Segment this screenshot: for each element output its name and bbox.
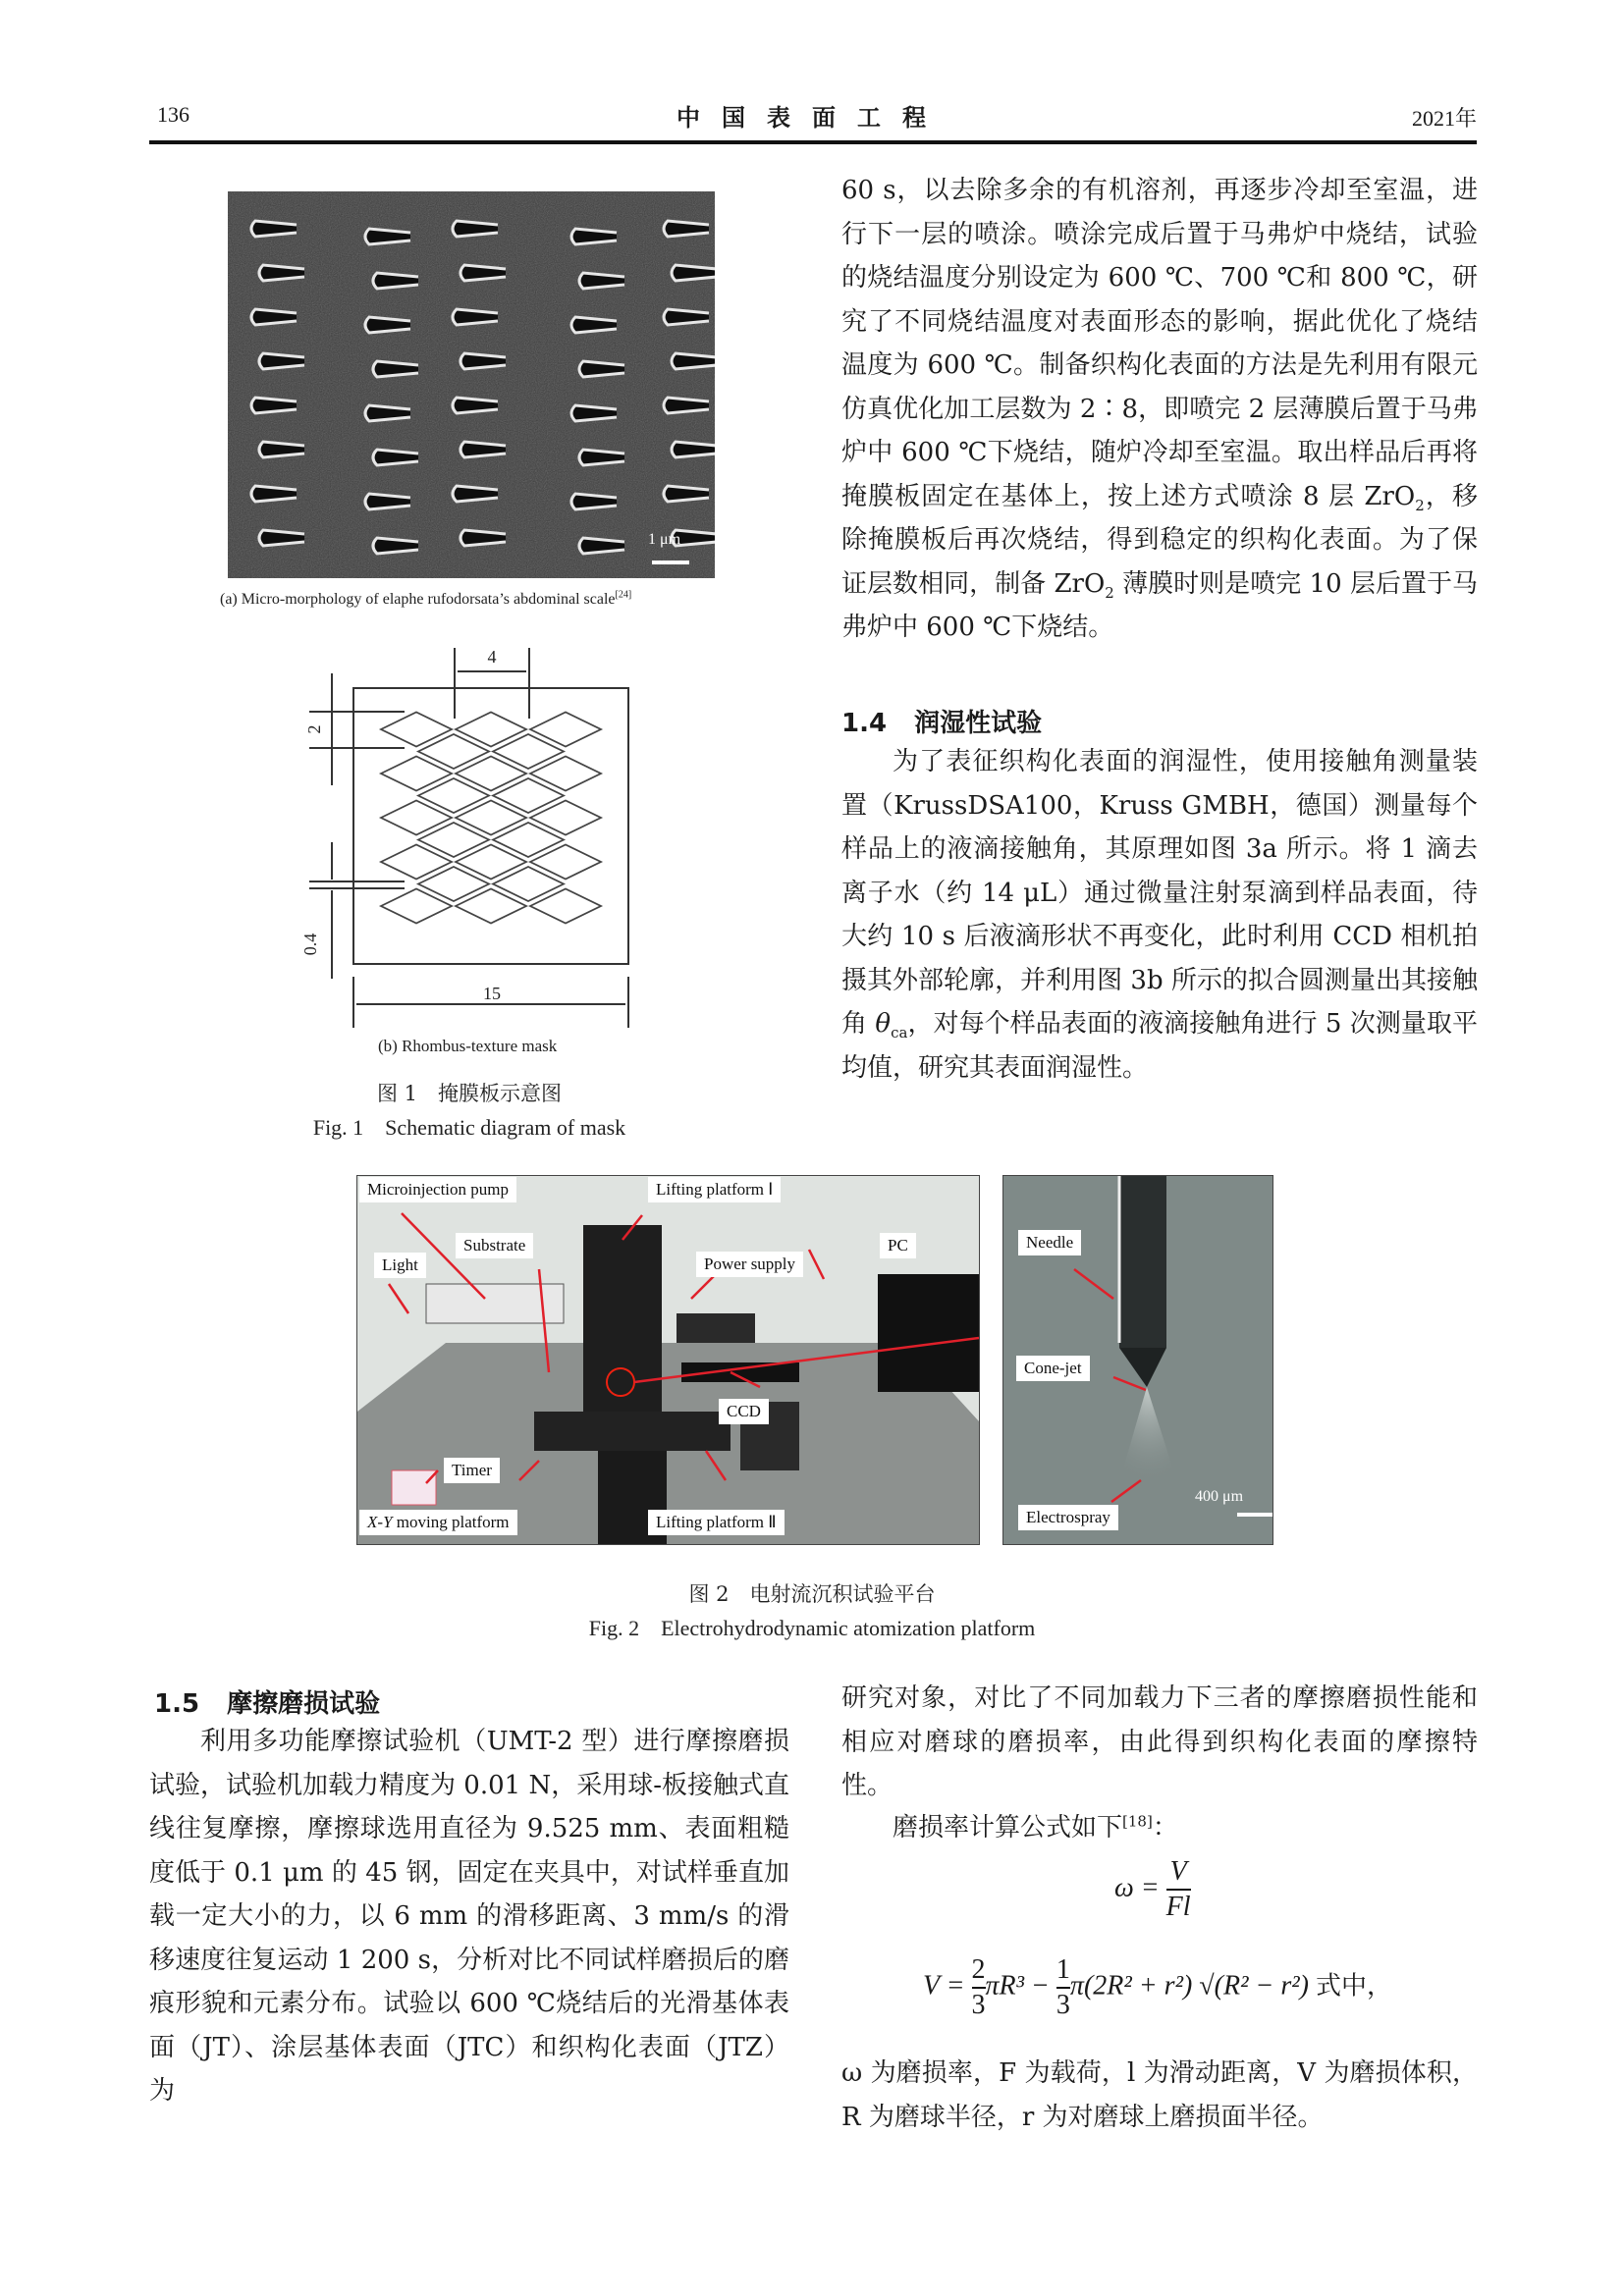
mask-rhombus (418, 778, 489, 813)
sem-pit (365, 317, 410, 333)
sem-pit (672, 353, 715, 369)
label-needle: Needle (1018, 1230, 1081, 1255)
label-substrate: Substrate (456, 1233, 533, 1258)
sem-pit (365, 229, 410, 244)
figure2-caption-cn: 图 2 电射流沉积试验平台 (688, 1582, 936, 1606)
label-electrospray: Electrospray (1018, 1505, 1118, 1530)
figure1a-caption: (a) Micro-morphology of elaphe rufodorsata’s abdominal scale[24] (220, 589, 632, 608)
sem-pit (373, 450, 418, 465)
header-rule (149, 140, 1477, 144)
sem-pit (571, 494, 617, 509)
sem-pit (259, 442, 304, 457)
section-heading-1-4: 1.4 润湿性试验 (841, 709, 1043, 738)
label-ccd: CCD (719, 1399, 769, 1424)
dim-gap-label: 0.4 (300, 933, 320, 956)
paragraph-variable-definitions: ω 为磨损率，F 为载荷，l 为滑动距离，V 为磨损体积，R 为磨球半径，r 为对磨球上磨损面半径。 (841, 2058, 1478, 2132)
scale-bar-label: 1 μm (648, 531, 681, 548)
mask-rhombus (418, 734, 489, 769)
scale-bar-400um (1237, 1513, 1272, 1517)
formula-intro: 磨损率计算公式如下[18]： (893, 1812, 1178, 1842)
figure2-caption-en: Fig. 2 Electrohydrodynamic atomization platform (588, 1616, 1036, 1640)
sem-pit (373, 361, 418, 377)
scale-bar-label-400um: 400 μm (1195, 1488, 1244, 1505)
mask-rhombus (530, 713, 601, 747)
mask-rhombus (530, 801, 601, 835)
sem-pit (664, 398, 709, 413)
sem-pit (579, 273, 624, 289)
dim-spacing-label: 4 (487, 647, 497, 667)
figure1-caption-cn: 图 1 掩膜板示意图 (376, 1082, 563, 1105)
rhombus-mask-diagram (295, 628, 658, 1041)
sem-pit (664, 309, 709, 325)
mask-rhombus (456, 845, 526, 880)
label-light: Light (374, 1253, 426, 1278)
paragraph-friction-test: 利用多功能摩擦试验机（UMT-2 型）进行摩擦磨损试验，试验机加载力精度为 0.01 N，采用球-板接触式直线往复摩擦，摩擦球选用直径为 9.525 mm、表面粗糙度低于 0.1 μm 的 45 钢，固定在夹具中，对试样垂直加载一定大小的力，以 6 mm 的滑移距离、3 mm/s 的滑移速度往复运动 1 200 s，分析对比不同试样磨损后的磨痕形貌和元素分布。试验以 600 ℃烧结后的光滑基体表面（JT）、涂层基体表面（JTC）和织构化表面（JTZ）为 (149, 1727, 789, 2106)
mask-rhombus (381, 801, 452, 835)
mask-rhombus (456, 713, 526, 747)
figure1b-caption: (b) Rhombus-texture mask (378, 1037, 558, 1055)
sem-pit (453, 486, 498, 502)
mask-rhombus (530, 889, 601, 924)
label-xy-moving-platform: X-Y moving platform (359, 1510, 517, 1535)
mask-rhombus (418, 823, 489, 857)
label-microinjection-pump: Microinjection pump (359, 1177, 516, 1202)
sem-pit (251, 398, 297, 413)
figure1-caption-en: Fig. 1 Schematic diagram of mask (312, 1115, 626, 1140)
label-lifting-platform-1: Lifting platform Ⅰ (648, 1177, 781, 1202)
sem-pit (571, 405, 617, 421)
sem-pit (365, 494, 410, 509)
sem-pit (460, 265, 506, 281)
label-timer: Timer (444, 1458, 500, 1483)
paragraph-wettability: 为了表征织构化表面的润湿性，使用接触角测量装置（KrussDSA100，Kruss GMBH，德国）测量每个样品上的液滴接触角，其原理如图 3a 所示。将 1 滴去离子水（约 14 μL）通过微量注射泵滴到样品表面，待大约 10 s 后液滴形状不再变化，此时利用 CCD 相机拍摄其外部轮廓，并利用图 3b 所示的拟合圆测量出其接触角 $\theta_{ca}$，对每个样品表面的液滴接触角进行 5 次测量取平均值，研究其表面润湿性。 (841, 747, 1479, 1083)
sem-pit (453, 309, 498, 325)
mask-rhombus (381, 889, 452, 924)
sem-pit (453, 221, 498, 237)
sem-pit (672, 442, 715, 457)
sem-pit (460, 530, 506, 546)
label-lifting-platform-2: Lifting platform Ⅱ (648, 1510, 785, 1535)
sem-pit (373, 273, 418, 289)
cone-jet-photo (1002, 1175, 1273, 1545)
sem-pit (664, 221, 709, 237)
sem-pit (460, 442, 506, 457)
sem-pit (571, 317, 617, 333)
sem-pit (664, 486, 709, 502)
sem-pit (259, 530, 304, 546)
label-cone-jet: Cone-jet (1016, 1356, 1090, 1381)
journal-title: 中国表面工程 (677, 104, 947, 132)
sem-pit (251, 221, 297, 237)
sem-pit (460, 353, 506, 369)
paragraph-research-object: 研究对象，对比了不同加载力下三者的摩擦磨损性能和相应对磨球的磨损率，由此得到织构化表面的摩擦特性。 (841, 1683, 1478, 1800)
mask-rhombus (381, 713, 452, 747)
page-number: 136 (157, 102, 189, 127)
dim-height-label: 2 (304, 724, 324, 734)
sem-pit (453, 398, 498, 413)
mask-rhombus (381, 757, 452, 791)
sem-pit (251, 486, 297, 502)
paragraph-sintering: 60 s，以去除多余的有机溶剂，再逐步冷却至室温，进行下一层的喷涂。喷涂完成后置于马弗炉中烧结，试验的烧结温度分别设定为 600 ℃、700 ℃和 800 ℃，研究了不同烧结温度对表面形态的影响，据此优化了烧结温度为 600 ℃。制备织构化表面的方法是先利用有限元仿真优化加工层数为 2∶8，即喷完 2 层薄膜后置于马弗炉中 600 ℃下烧结，随炉冷却至室温。取出样品后再将掩膜板固定在基体上，按上述方式喷涂 8 层 ZrO$_2$，移除掩膜板后再次烧结，得到稳定的织构化表面。为了保证层数相同，制备 ZrO$_2$ 薄膜时则是喷完 10 层后置于马弗炉中 600 ℃下烧结。 (841, 176, 1478, 642)
label-power-supply: Power supply (696, 1252, 803, 1277)
publication-year: 2021年 (1411, 106, 1477, 131)
mask-rhombus (493, 734, 564, 769)
sem-pit (672, 265, 715, 281)
mask-rhombus (530, 757, 601, 791)
sem-pit (579, 538, 624, 554)
mask-rhombus (381, 845, 452, 880)
sem-pit (571, 229, 617, 244)
scale-bar (652, 561, 689, 564)
mask-rhombus (493, 778, 564, 813)
mask-rhombus (493, 867, 564, 901)
sem-pit (365, 405, 410, 421)
sem-pit (579, 361, 624, 377)
mask-rhombus (530, 845, 601, 880)
sem-pit (259, 353, 304, 369)
ehd-platform-photo (356, 1175, 980, 1545)
mask-rhombus (493, 823, 564, 857)
sem-pit (373, 538, 418, 554)
mask-rhombus (456, 801, 526, 835)
sem-texture-image (228, 191, 715, 578)
dim-width-label: 15 (483, 984, 501, 1003)
sem-micrograph (228, 191, 715, 578)
platform-photo-illustration (357, 1176, 979, 1544)
section-heading-1-5: 1.5 摩擦磨损试验 (154, 1689, 381, 1719)
mask-rhombus (456, 757, 526, 791)
equation-wear-volume: V = $\frac{2}{3}$ πR³ − $\frac{1}{3}$ π(2R² + r²) √(R² − r²) 式中， (923, 1954, 1392, 2020)
equation-wear-rate: ω = $\frac{V}{Fl}$ (1114, 1856, 1191, 1922)
label-pc: PC (880, 1233, 916, 1258)
sem-pit (259, 265, 304, 281)
sem-pit (579, 450, 624, 465)
mask-rhombus (418, 867, 489, 901)
mask-rhombus (456, 889, 526, 924)
sem-pit (251, 309, 297, 325)
